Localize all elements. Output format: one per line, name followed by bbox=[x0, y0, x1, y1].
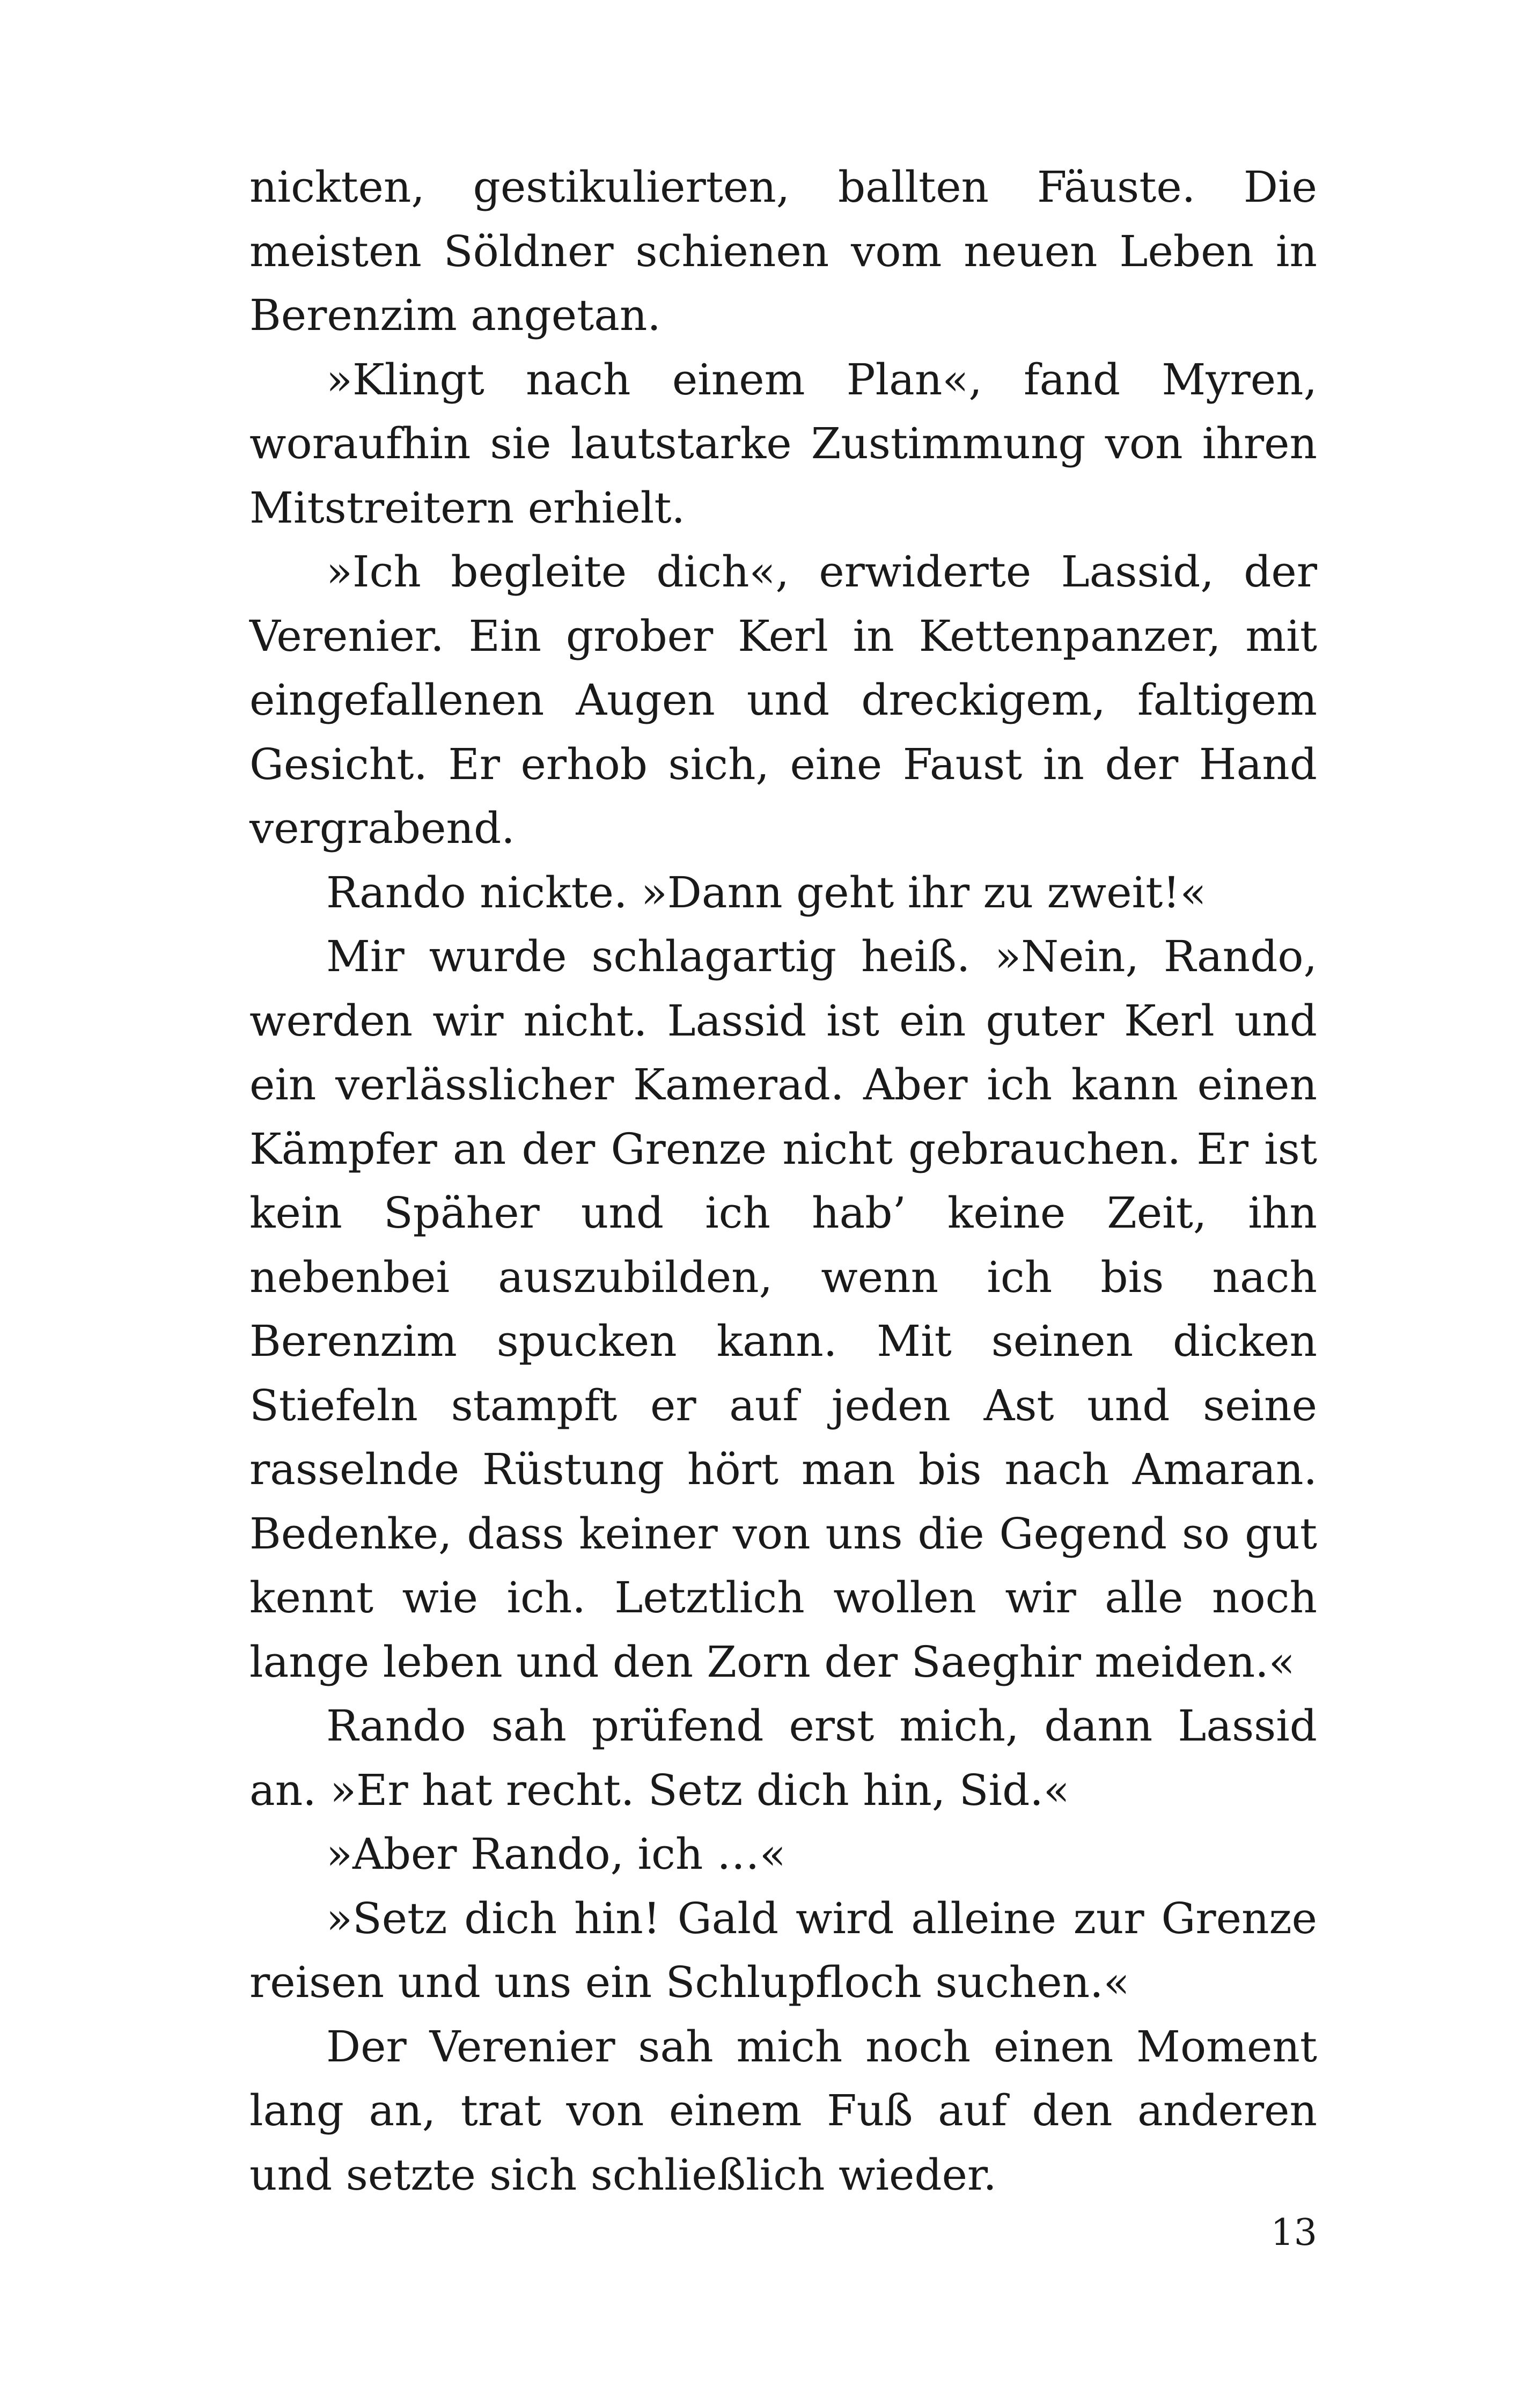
paragraph-3: »Ich begleite dich«, erwiderte Lassid, der Verenier. Ein grober Kerl in Kettenpanzer, mit eingefallenen Augen und dreckigem, faltigem Gesicht. Er erhob sich, eine Faust in der Hand vergrabend. bbox=[249, 547, 1317, 853]
paragraph-6: Rando sah prüfend erst mich, dann Lassid an. »Er hat recht. Setz dich hin, Sid.« bbox=[249, 1701, 1317, 1815]
paragraph-7: »Aber Rando, ich …« bbox=[326, 1829, 786, 1879]
paragraph-9: Der Verenier sah mich noch einen Moment lang an, trat von einem Fuß auf den anderen und setzte sich schließlich wieder. bbox=[249, 2021, 1317, 2200]
paragraph-4: Rando nickte. »Dann geht ihr zu zweit!« bbox=[326, 867, 1207, 917]
body-text bbox=[249, 155, 1317, 2207]
paragraph-2: »Klingt nach einem Plan«, fand Myren, woraufhin sie lautstarke Zustimmung von ihren Mitstreitern erhielt. bbox=[249, 354, 1317, 533]
page-number: 13 bbox=[1270, 2212, 1317, 2254]
paragraph-5: Mir wurde schlagartig heiß. »Nein, Rando, werden wir nicht. Lassid ist ein guter Kerl und ein verlässlicher Kamerad. Aber ich kann einen Kämpfer an der Grenze nicht gebrauchen. Er ist kein Späher und ich hab’ keine Zeit, ihn nebenbei auszubilden, wenn ich bis nach Berenzim spucken kann. Mit seinen dicken Stiefeln stampft er auf jeden Ast und seine rasselnde Rüstung hört man bis nach Amaran. Bedenke, dass keiner von uns die Gegend so gut kennt wie ich. Letztlich wollen wir alle noch lange leben und den Zorn der Saeghir meiden.« bbox=[249, 931, 1317, 1687]
paragraph-1: nickten, gestikulierten, ballten Fäuste. Die meisten Söldner schienen vom neuen Leben in Berenzim angetan. bbox=[249, 162, 1317, 340]
paragraph-8: »Setz dich hin! Gald wird alleine zur Grenze reisen und uns ein Schlupfloch suchen.« bbox=[249, 1893, 1317, 2007]
